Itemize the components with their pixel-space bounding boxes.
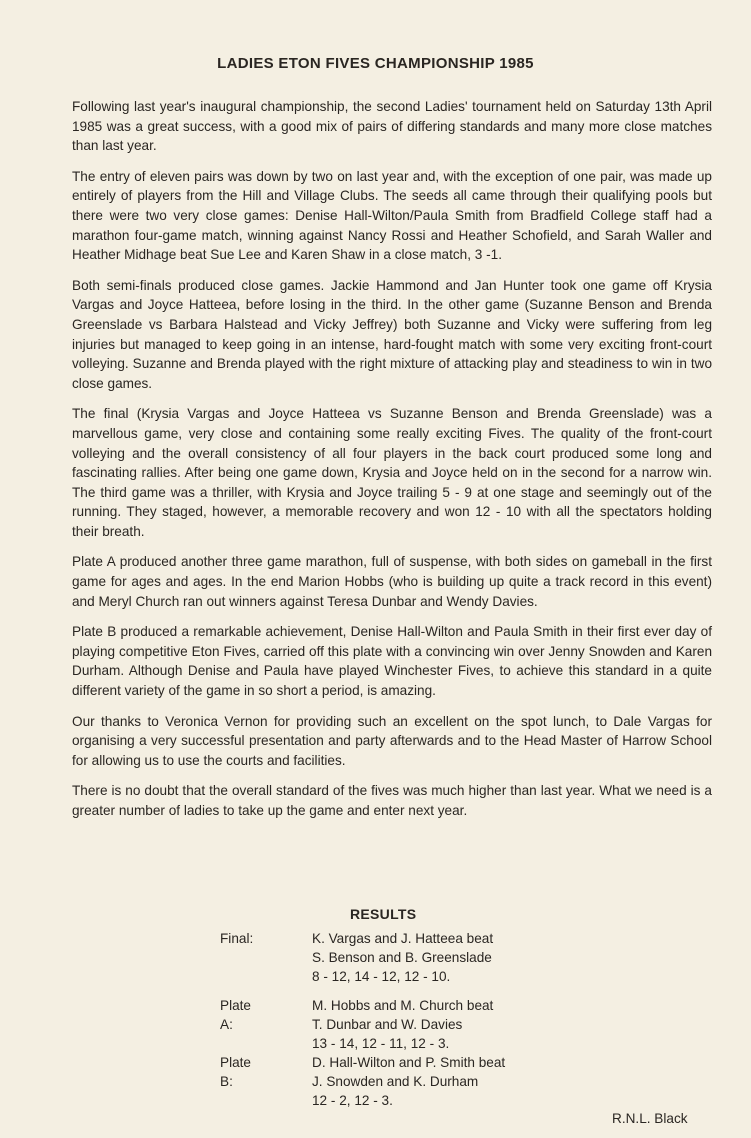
result-line: S. Benson and B. Greenslade <box>312 950 492 965</box>
paragraph: Both semi-finals produced close games. Jackie Hammond and Jan Hunter took one game off Krysia Vargas and Joyce Hatteea, before losing in the third. In the other game (Suzanne Benson and Brenda Greenslade vs Barbara Halstead and Vicky Jeffrey) both Suzanne and Vicky were suffering from leg injuries but managed to keep going in an intense, hard-fought match with some very exciting front-court volleying. Suzanne and Brenda played with the right mixture of attacking play and steadiness to win in two close games. <box>72 277 712 391</box>
result-label: Final: <box>220 931 254 946</box>
article-body <box>72 97 712 832</box>
result-line: K. Vargas and J. Hatteea beat <box>312 931 494 946</box>
result-score: 13 - 14, 12 - 11, 12 - 3. <box>312 1036 450 1051</box>
author-signature: R.N.L. Black <box>612 1111 688 1126</box>
result-score: 12 - 2, 12 - 3. <box>312 1093 393 1108</box>
result-line: D. Hall-Wilton and P. Smith beat <box>312 1055 506 1070</box>
paragraph: The entry of eleven pairs was down by two on last year and, with the exception of one pair, was made up entirely of players from the Hill and Village Clubs. The seeds all came through their qualifying pools but there were two very close games: Denise Hall-Wilton/Paula Smith from Bradfield College staff had a marathon four-game match, winning against Nancy Rossi and Heather Schofield, and Sarah Waller and Heather Midhage beat Sue Lee and Karen Shaw in a close match, 3 -1. <box>72 168 712 263</box>
result-label: Plate B: <box>220 1055 251 1089</box>
result-score: 8 - 12, 14 - 12, 12 - 10. <box>312 969 451 984</box>
paragraph: Our thanks to Veronica Vernon for providing such an excellent on the spot lunch, to Dale Vargas for organising a very successful presentation and party afterwards and to the Head Master of Harrow School for allowing us to use the courts and facilities. <box>72 713 712 768</box>
paragraph: Plate B produced a remarkable achievement, Denise Hall-Wilton and Paula Smith in their first ever day of playing competitive Eton Fives, carried off this plate with a convincing win over Jenny Snowden and Karen Durham. Although Denise and Paula have played Winchester Fives, to achieve this standard in a quite different variety of the game in so short a period, is amazing. <box>72 624 712 699</box>
result-line: T. Dunbar and W. Davies <box>312 1017 463 1032</box>
paragraph: Plate A produced another three game marathon, full of suspense, with both sides on gameball in the first game for ages and ages. In the end Marion Hobbs (who is building up quite a track record in this event) and Meryl Church ran out winners against Teresa Dunbar and Wendy Davies. <box>72 554 712 609</box>
paragraph: There is no doubt that the overall standard of the fives was much higher than last year. What we need is a greater number of ladies to take up the game and enter next year. <box>72 783 712 818</box>
paragraph: Following last year's inaugural championship, the second Ladies' tournament held on Saturday 13th April 1985 was a great success, with a good mix of pairs of differing standards and many more close matches than last year. <box>72 99 712 154</box>
page-title: LADIES ETON FIVES CHAMPIONSHIP 1985 <box>217 55 534 72</box>
result-line: J. Snowden and K. Durham <box>312 1074 479 1089</box>
result-label: Plate A: <box>220 998 251 1032</box>
paragraph: The final (Krysia Vargas and Joyce Hatteea vs Suzanne Benson and Brenda Greenslade) was a marvellous game, very close and containing some really exciting Fives. The quality of the front-court volleying and the overall consistency of all four players in the back court produced some long and fascinating rallies. After being one game down, Krysia and Joyce held on in the second for a narrow win. The third game was a thriller, with Krysia and Joyce trailing 5 - 9 at one stage and seemingly out of the running. They staged, however, a memorable recovery and won 12 - 10 with all the spectators holding their breath. <box>72 406 712 539</box>
results-heading: RESULTS <box>350 906 417 922</box>
result-line: M. Hobbs and M. Church beat <box>312 998 494 1013</box>
